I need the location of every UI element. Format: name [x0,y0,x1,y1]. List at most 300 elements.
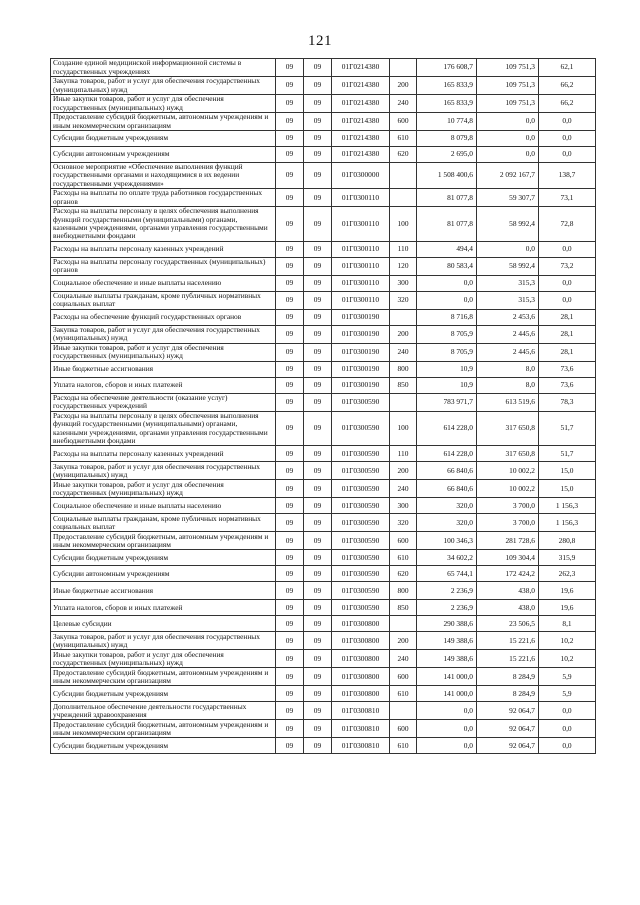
row-subsection-cell: 09 [304,480,332,498]
row-section-cell: 09 [276,207,304,242]
row-expense-type-cell: 850 [390,600,417,616]
row-target-code-cell: 01Г0300000 [332,163,390,189]
row-percent-cell: 262,3 [539,566,596,582]
row-name-cell: Иные бюджетные ассигнования [51,361,276,377]
row-expense-type-cell: 600 [390,532,417,550]
row-percent-cell: 66,2 [539,95,596,113]
row-percent-cell: 15,0 [539,480,596,498]
row-target-code-cell: 01Г0214380 [332,59,390,77]
table-row [51,582,596,600]
row-percent-cell: 73,2 [539,257,596,275]
table-row [51,532,596,550]
row-actual-amount-cell: 8 284,9 [477,686,539,702]
row-name-cell: Субсидии бюджетным учреждениям [51,131,276,147]
row-section-cell: 09 [276,632,304,650]
row-name-cell: Предоставление субсидий бюджетным, автономным учреждениям и иным некоммерческим организациям [51,720,276,738]
row-expense-type-cell: 200 [390,632,417,650]
table-row [51,668,596,686]
table-row [51,147,596,163]
row-actual-amount-cell: 0,0 [477,147,539,163]
row-section-cell: 09 [276,257,304,275]
row-target-code-cell: 01Г0214380 [332,95,390,113]
row-name-cell: Субсидии автономным учреждениям [51,566,276,582]
row-target-code-cell: 01Г0300590 [332,411,390,446]
table-row [51,361,596,377]
row-subsection-cell: 09 [304,702,332,720]
row-section-cell: 09 [276,77,304,95]
table-row [51,189,596,207]
row-name-cell: Субсидии автономным учреждениям [51,147,276,163]
row-percent-cell: 1 156,3 [539,498,596,514]
row-subsection-cell: 09 [304,163,332,189]
row-section-cell: 09 [276,377,304,393]
row-target-code-cell: 01Г0300590 [332,514,390,532]
row-subsection-cell: 09 [304,738,332,754]
table-row [51,163,596,189]
row-target-code-cell: 01Г0300190 [332,325,390,343]
row-expense-type-cell: 200 [390,462,417,480]
row-section-cell: 09 [276,113,304,131]
row-section-cell: 09 [276,361,304,377]
row-expense-type-cell: 610 [390,686,417,702]
row-target-code-cell: 01Г0300590 [332,446,390,462]
row-section-cell: 09 [276,514,304,532]
row-planned-amount-cell: 614 228,0 [417,446,477,462]
row-actual-amount-cell: 92 064,7 [477,702,539,720]
row-subsection-cell: 09 [304,257,332,275]
row-subsection-cell: 09 [304,632,332,650]
row-target-code-cell: 01Г0300190 [332,309,390,325]
table-row [51,343,596,361]
row-section-cell: 09 [276,702,304,720]
row-name-cell: Уплата налогов, сборов и иных платежей [51,600,276,616]
row-subsection-cell: 09 [304,189,332,207]
table-row [51,77,596,95]
row-actual-amount-cell: 317 650,8 [477,446,539,462]
row-subsection-cell: 09 [304,616,332,632]
row-actual-amount-cell: 92 064,7 [477,738,539,754]
row-subsection-cell: 09 [304,343,332,361]
row-planned-amount-cell: 141 000,0 [417,668,477,686]
row-section-cell: 09 [276,189,304,207]
table-row [51,411,596,446]
table-row [51,738,596,754]
row-target-code-cell: 01Г0300590 [332,462,390,480]
table-row [51,686,596,702]
table-row [51,600,596,616]
row-expense-type-cell: 800 [390,582,417,600]
row-actual-amount-cell: 315,3 [477,291,539,309]
table-body [51,59,596,754]
row-expense-type-cell [390,616,417,632]
row-actual-amount-cell: 2 445,6 [477,325,539,343]
row-target-code-cell: 01Г0300590 [332,566,390,582]
table-row [51,309,596,325]
row-subsection-cell: 09 [304,95,332,113]
row-section-cell: 09 [276,163,304,189]
row-subsection-cell: 09 [304,131,332,147]
row-subsection-cell: 09 [304,113,332,131]
row-actual-amount-cell: 3 700,0 [477,514,539,532]
row-subsection-cell: 09 [304,668,332,686]
row-target-code-cell: 01Г0300800 [332,632,390,650]
row-planned-amount-cell: 1 508 400,6 [417,163,477,189]
table-row [51,325,596,343]
row-section-cell: 09 [276,446,304,462]
row-percent-cell: 0,0 [539,738,596,754]
row-planned-amount-cell: 8 716,8 [417,309,477,325]
row-name-cell: Иные бюджетные ассигнования [51,582,276,600]
row-expense-type-cell: 600 [390,720,417,738]
table-row [51,632,596,650]
row-name-cell: Закупка товаров, работ и услуг для обеспечения государственных (муниципальных) нужд [51,77,276,95]
row-planned-amount-cell: 320,0 [417,514,477,532]
row-subsection-cell: 09 [304,720,332,738]
row-target-code-cell: 01Г0300810 [332,720,390,738]
row-subsection-cell: 09 [304,241,332,257]
row-actual-amount-cell: 3 700,0 [477,498,539,514]
row-subsection-cell: 09 [304,309,332,325]
row-subsection-cell: 09 [304,147,332,163]
row-actual-amount-cell: 15 221,6 [477,632,539,650]
row-actual-amount-cell: 172 424,2 [477,566,539,582]
row-expense-type-cell: 800 [390,361,417,377]
row-planned-amount-cell: 100 346,3 [417,532,477,550]
row-name-cell: Расходы на выплаты персоналу казенных учреждений [51,446,276,462]
row-section-cell: 09 [276,668,304,686]
row-target-code-cell: 01Г0300590 [332,393,390,411]
row-actual-amount-cell: 613 519,6 [477,393,539,411]
row-target-code-cell: 01Г0300590 [332,582,390,600]
row-target-code-cell: 01Г0300110 [332,189,390,207]
row-expense-type-cell: 610 [390,131,417,147]
row-target-code-cell: 01Г0214380 [332,77,390,95]
row-name-cell: Расходы на обеспечение функций государственных органов [51,309,276,325]
row-name-cell: Закупка товаров, работ и услуг для обеспечения государственных (муниципальных) нужд [51,325,276,343]
row-section-cell: 09 [276,241,304,257]
row-section-cell: 09 [276,95,304,113]
row-subsection-cell: 09 [304,291,332,309]
row-section-cell: 09 [276,147,304,163]
row-target-code-cell: 01Г0214380 [332,131,390,147]
row-percent-cell: 72,8 [539,207,596,242]
row-target-code-cell: 01Г0300800 [332,668,390,686]
row-subsection-cell: 09 [304,59,332,77]
row-expense-type-cell: 200 [390,325,417,343]
row-subsection-cell: 09 [304,377,332,393]
row-section-cell: 09 [276,411,304,446]
row-section-cell: 09 [276,291,304,309]
row-percent-cell: 73,1 [539,189,596,207]
row-planned-amount-cell: 149 388,6 [417,650,477,668]
row-expense-type-cell: 110 [390,446,417,462]
row-expense-type-cell: 300 [390,498,417,514]
row-name-cell: Социальные выплаты гражданам, кроме публичных нормативных социальных выплат [51,291,276,309]
row-section-cell: 09 [276,582,304,600]
row-actual-amount-cell: 315,3 [477,275,539,291]
budget-table [50,58,596,754]
row-planned-amount-cell: 0,0 [417,275,477,291]
row-percent-cell: 0,0 [539,241,596,257]
row-expense-type-cell [390,59,417,77]
table-row [51,131,596,147]
row-planned-amount-cell: 2 695,0 [417,147,477,163]
row-name-cell: Уплата налогов, сборов и иных платежей [51,377,276,393]
row-actual-amount-cell: 281 728,6 [477,532,539,550]
row-target-code-cell: 01Г0214380 [332,147,390,163]
table-row [51,702,596,720]
row-planned-amount-cell: 8 079,8 [417,131,477,147]
row-planned-amount-cell: 80 583,4 [417,257,477,275]
row-subsection-cell: 09 [304,650,332,668]
row-actual-amount-cell: 2 092 167,7 [477,163,539,189]
row-expense-type-cell: 110 [390,241,417,257]
row-subsection-cell: 09 [304,411,332,446]
row-planned-amount-cell: 165 833,9 [417,95,477,113]
row-percent-cell: 19,6 [539,600,596,616]
row-expense-type-cell: 200 [390,77,417,95]
row-actual-amount-cell: 59 307,7 [477,189,539,207]
row-planned-amount-cell: 614 228,0 [417,411,477,446]
row-name-cell: Расходы на выплаты по оплате труда работников государственных органов [51,189,276,207]
row-expense-type-cell [390,309,417,325]
row-section-cell: 09 [276,480,304,498]
row-percent-cell: 0,0 [539,291,596,309]
row-percent-cell: 10,2 [539,650,596,668]
row-expense-type-cell: 100 [390,207,417,242]
row-expense-type-cell: 240 [390,650,417,668]
row-subsection-cell: 09 [304,566,332,582]
table-row [51,720,596,738]
row-target-code-cell: 01Г0300800 [332,650,390,668]
row-target-code-cell: 01Г0300110 [332,291,390,309]
row-subsection-cell: 09 [304,325,332,343]
row-percent-cell: 0,0 [539,275,596,291]
table-row [51,257,596,275]
row-actual-amount-cell: 58 992,4 [477,207,539,242]
row-target-code-cell: 01Г0300800 [332,686,390,702]
table-row [51,377,596,393]
row-target-code-cell: 01Г0300810 [332,738,390,754]
row-planned-amount-cell: 66 840,6 [417,480,477,498]
row-actual-amount-cell: 109 751,3 [477,77,539,95]
table-row [51,462,596,480]
row-planned-amount-cell: 81 077,8 [417,189,477,207]
row-subsection-cell: 09 [304,361,332,377]
row-actual-amount-cell: 109 751,3 [477,95,539,113]
row-name-cell: Социальное обеспечение и иные выплаты населению [51,275,276,291]
row-section-cell: 09 [276,393,304,411]
row-subsection-cell: 09 [304,77,332,95]
row-target-code-cell: 01Г0300800 [332,616,390,632]
table-row [51,566,596,582]
row-expense-type-cell: 100 [390,411,417,446]
row-percent-cell: 62,1 [539,59,596,77]
row-name-cell: Иные закупки товаров, работ и услуг для обеспечения государственных (муниципальных) нужд [51,480,276,498]
table-row [51,275,596,291]
row-actual-amount-cell: 10 002,2 [477,480,539,498]
row-name-cell: Иные закупки товаров, работ и услуг для обеспечения государственных (муниципальных) нужд [51,343,276,361]
row-name-cell: Социальное обеспечение и иные выплаты населению [51,498,276,514]
row-section-cell: 09 [276,275,304,291]
row-actual-amount-cell: 438,0 [477,600,539,616]
row-section-cell: 09 [276,738,304,754]
row-section-cell: 09 [276,650,304,668]
row-name-cell: Расходы на выплаты персоналу казенных учреждений [51,241,276,257]
table-row [51,291,596,309]
row-target-code-cell: 01Г0300810 [332,702,390,720]
row-planned-amount-cell: 2 236,9 [417,600,477,616]
row-name-cell: Иные закупки товаров, работ и услуг для обеспечения государственных (муниципальных) нужд [51,95,276,113]
row-actual-amount-cell: 8,0 [477,361,539,377]
row-expense-type-cell: 120 [390,257,417,275]
row-percent-cell: 0,0 [539,720,596,738]
row-expense-type-cell: 240 [390,480,417,498]
row-target-code-cell: 01Г0300110 [332,257,390,275]
row-section-cell: 09 [276,686,304,702]
row-target-code-cell: 01Г0300190 [332,361,390,377]
row-planned-amount-cell: 0,0 [417,720,477,738]
row-planned-amount-cell: 176 608,7 [417,59,477,77]
row-actual-amount-cell: 15 221,6 [477,650,539,668]
row-planned-amount-cell: 494,4 [417,241,477,257]
row-planned-amount-cell: 149 388,6 [417,632,477,650]
row-section-cell: 09 [276,550,304,566]
row-section-cell: 09 [276,343,304,361]
row-planned-amount-cell: 783 971,7 [417,393,477,411]
table-row [51,650,596,668]
table-row [51,616,596,632]
row-actual-amount-cell: 109 304,4 [477,550,539,566]
row-name-cell: Субсидии бюджетным учреждениям [51,738,276,754]
row-actual-amount-cell: 10 002,2 [477,462,539,480]
row-section-cell: 09 [276,566,304,582]
row-expense-type-cell: 300 [390,275,417,291]
row-subsection-cell: 09 [304,550,332,566]
row-subsection-cell: 09 [304,393,332,411]
row-actual-amount-cell: 0,0 [477,113,539,131]
row-percent-cell: 0,0 [539,131,596,147]
row-expense-type-cell: 240 [390,343,417,361]
row-planned-amount-cell: 65 744,1 [417,566,477,582]
row-percent-cell: 73,6 [539,361,596,377]
row-name-cell: Закупка товаров, работ и услуг для обеспечения государственных (муниципальных) нужд [51,462,276,480]
row-percent-cell: 8,1 [539,616,596,632]
table-row [51,498,596,514]
row-actual-amount-cell: 0,0 [477,241,539,257]
table-row [51,514,596,532]
row-actual-amount-cell: 92 064,7 [477,720,539,738]
row-target-code-cell: 01Г0300110 [332,275,390,291]
row-expense-type-cell [390,189,417,207]
row-subsection-cell: 09 [304,532,332,550]
row-planned-amount-cell: 290 388,6 [417,616,477,632]
row-actual-amount-cell: 0,0 [477,131,539,147]
row-planned-amount-cell: 10 774,8 [417,113,477,131]
row-section-cell: 09 [276,462,304,480]
row-expense-type-cell [390,163,417,189]
row-expense-type-cell [390,393,417,411]
row-planned-amount-cell: 0,0 [417,702,477,720]
row-subsection-cell: 09 [304,207,332,242]
row-expense-type-cell: 320 [390,514,417,532]
table-row [51,241,596,257]
row-planned-amount-cell: 66 840,6 [417,462,477,480]
row-section-cell: 09 [276,600,304,616]
row-name-cell: Создание единой медицинской информационной системы в государственных учреждениях [51,59,276,77]
row-percent-cell: 51,7 [539,411,596,446]
row-planned-amount-cell: 8 705,9 [417,325,477,343]
row-section-cell: 09 [276,532,304,550]
row-target-code-cell: 01Г0300110 [332,207,390,242]
table-row [51,550,596,566]
row-percent-cell: 15,0 [539,462,596,480]
row-name-cell: Предоставление субсидий бюджетным, автономным учреждениям и иным некоммерческим организациям [51,113,276,131]
page-number: 121 [308,33,332,49]
row-planned-amount-cell: 10,9 [417,361,477,377]
row-planned-amount-cell: 81 077,8 [417,207,477,242]
row-actual-amount-cell: 8 284,9 [477,668,539,686]
row-expense-type-cell: 850 [390,377,417,393]
row-name-cell: Расходы на обеспечение деятельности (оказание услуг) государственных учреждений [51,393,276,411]
row-expense-type-cell: 620 [390,147,417,163]
table-row [51,59,596,77]
row-expense-type-cell: 320 [390,291,417,309]
row-section-cell: 09 [276,325,304,343]
table-row [51,393,596,411]
table-row [51,207,596,242]
row-subsection-cell: 09 [304,462,332,480]
row-name-cell: Расходы на выплаты персоналу государственных (муниципальных) органов [51,257,276,275]
row-percent-cell: 0,0 [539,702,596,720]
row-actual-amount-cell: 438,0 [477,582,539,600]
row-percent-cell: 138,7 [539,163,596,189]
row-planned-amount-cell: 320,0 [417,498,477,514]
row-section-cell: 09 [276,616,304,632]
row-name-cell: Закупка товаров, работ и услуг для обеспечения государственных (муниципальных) нужд [51,632,276,650]
row-percent-cell: 19,6 [539,582,596,600]
row-target-code-cell: 01Г0300590 [332,600,390,616]
row-target-code-cell: 01Г0214380 [332,113,390,131]
row-target-code-cell: 01Г0300110 [332,241,390,257]
row-expense-type-cell: 240 [390,95,417,113]
row-name-cell: Дополнительное обеспечение деятельности государственных учреждений здравоохранения [51,702,276,720]
row-actual-amount-cell: 317 650,8 [477,411,539,446]
row-target-code-cell: 01Г0300590 [332,550,390,566]
row-subsection-cell: 09 [304,582,332,600]
row-name-cell: Расходы на выплаты персоналу в целях обеспечения выполнения функций государственными (муниципальными) органами, казенными учреждениями, органами управления государственными внебюджетными фондами [51,207,276,242]
row-name-cell: Основное мероприятие «Обеспечение выполнения функций государственными органами и находящимися в их ведении государственными учреждениями» [51,163,276,189]
row-target-code-cell: 01Г0300190 [332,377,390,393]
row-target-code-cell: 01Г0300590 [332,532,390,550]
row-name-cell: Субсидии бюджетным учреждениям [51,686,276,702]
row-actual-amount-cell: 109 751,3 [477,59,539,77]
row-target-code-cell: 01Г0300590 [332,498,390,514]
row-planned-amount-cell: 10,9 [417,377,477,393]
row-percent-cell: 315,9 [539,550,596,566]
row-subsection-cell: 09 [304,686,332,702]
row-section-cell: 09 [276,720,304,738]
row-expense-type-cell: 600 [390,668,417,686]
budget-table-container [50,58,595,754]
row-name-cell: Расходы на выплаты персоналу в целях обеспечения выполнения функций государственными (муниципальными) органами, казенными учреждениями, органами управления государственными внебюджетными фондами [51,411,276,446]
row-percent-cell: 5,9 [539,686,596,702]
row-planned-amount-cell: 0,0 [417,291,477,309]
row-name-cell: Предоставление субсидий бюджетным, автономным учреждениям и иным некоммерческим организациям [51,668,276,686]
table-row [51,113,596,131]
row-expense-type-cell: 600 [390,113,417,131]
row-section-cell: 09 [276,131,304,147]
